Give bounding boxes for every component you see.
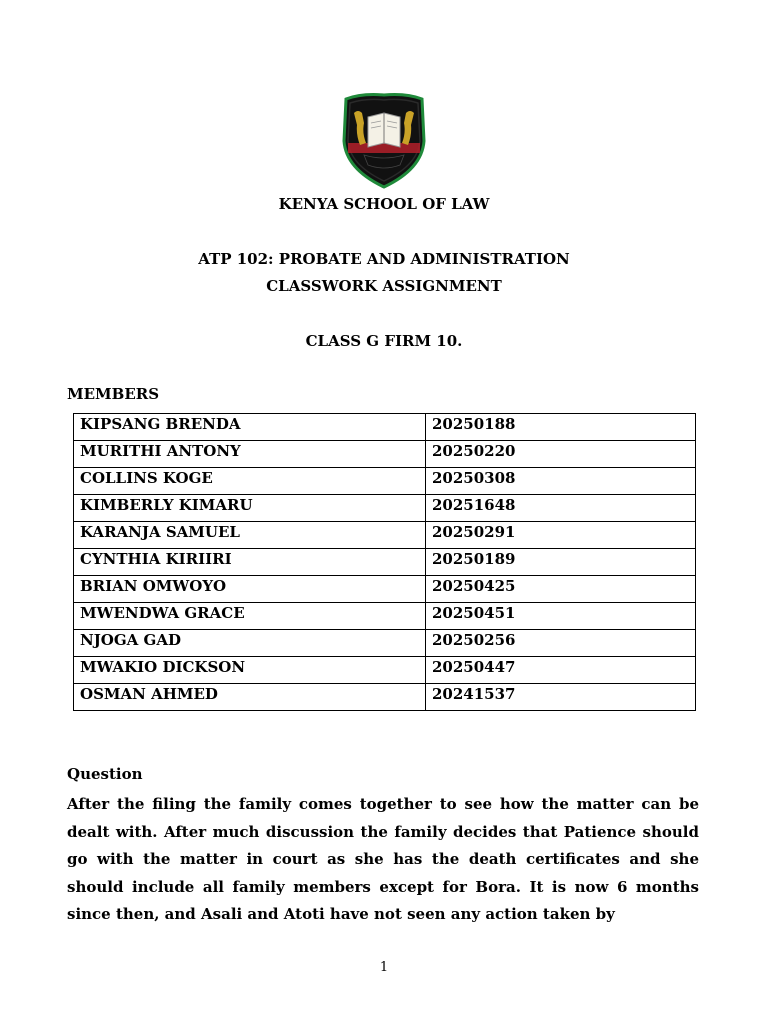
member-id: 20250291: [426, 522, 696, 549]
member-name: KIPSANG BRENDA: [74, 414, 426, 441]
table-row: [74, 441, 696, 468]
member-name: KARANJA SAMUEL: [74, 522, 426, 549]
member-name: BRIAN OMWOYO: [74, 576, 426, 603]
member-name: MWENDWA GRACE: [74, 603, 426, 630]
member-name: CYNTHIA KIRIIRI: [74, 549, 426, 576]
member-name: MWAKIO DICKSON: [74, 657, 426, 684]
assignment-title: CLASSWORK ASSIGNMENT: [266, 277, 502, 295]
member-id: 20250451: [426, 603, 696, 630]
table-row: [74, 684, 696, 711]
table-row: [74, 576, 696, 603]
member-name: OSMAN AHMED: [74, 684, 426, 711]
member-name: COLLINS KOGE: [74, 468, 426, 495]
table-row: [74, 549, 696, 576]
table-row: [74, 495, 696, 522]
question-paragraph: After the filing the family comes together to see how the matter can be dealt with. After much discussion the family decides that Patience should go with the matter in court as she has the death certificates and she should include all family members except for Bora. It is now 6 months since then, and Asali and Atoti have not seen any action taken by: [67, 795, 699, 923]
member-id: 20250189: [426, 549, 696, 576]
member-id: 20250447: [426, 657, 696, 684]
member-name: NJOGA GAD: [74, 630, 426, 657]
member-name: MURITHI ANTONY: [74, 441, 426, 468]
members-heading: MEMBERS: [67, 385, 160, 403]
member-id: 20250256: [426, 630, 696, 657]
table-row: [74, 414, 696, 441]
school-crest-icon: [340, 91, 428, 189]
course-title: ATP 102: PROBATE AND ADMINISTRATION: [198, 250, 570, 268]
table-row: [74, 522, 696, 549]
table-row: [74, 603, 696, 630]
member-id: 20250425: [426, 576, 696, 603]
table-row: [74, 630, 696, 657]
member-id: 20250220: [426, 441, 696, 468]
member-id: 20241537: [426, 684, 696, 711]
member-id: 20250308: [426, 468, 696, 495]
page-number: 1: [379, 960, 389, 975]
question-heading: Question: [67, 765, 143, 783]
member-id: 20251648: [426, 495, 696, 522]
institution-name: KENYA SCHOOL OF LAW: [278, 195, 490, 213]
member-id: 20250188: [426, 414, 696, 441]
members-table: [73, 413, 696, 711]
table-row: [74, 468, 696, 495]
member-name: KIMBERLY KIMARU: [74, 495, 426, 522]
table-row: [74, 657, 696, 684]
class-firm: CLASS G FIRM 10.: [305, 332, 463, 350]
